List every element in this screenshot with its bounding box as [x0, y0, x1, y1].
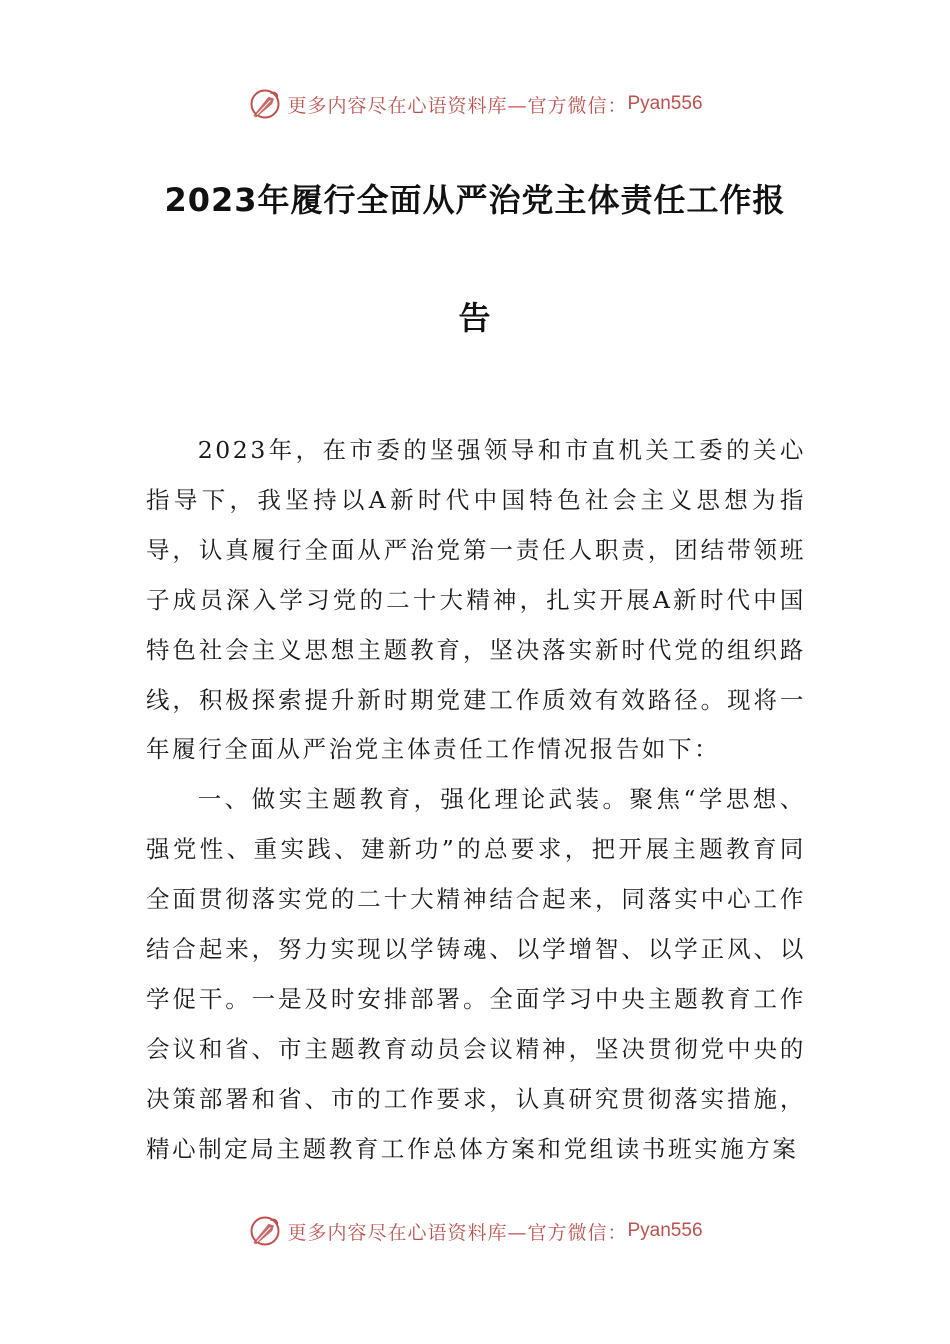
document-title-line1: 2023年履行全面从严治党主体责任工作报	[164, 181, 786, 219]
watermark-wechat-id: Pyan556	[627, 93, 703, 114]
footer-watermark	[0, 1211, 950, 1251]
document-body	[146, 426, 806, 1175]
header-watermark	[0, 84, 950, 124]
body-paragraph-2: 一、做实主题教育，强化理论武装。聚焦“学思想、强党性、重实践、建新功”的总要求，把开展主题教育同全面贯彻落实党的二十大精神结合起来，同落实中心工作结合起来，努力实现以学铸魂、以学增智、以学正风、以学促干。一是及时安排部署。全面学习中央主题教育工作会议和省、市主题教育动员会议精神，坚决贯彻党中央的决策部署和省、市的工作要求，认真研究贯彻落实措施，精心制定局主题教育工作总体方案和党组读书班实施方案	[146, 785, 806, 1163]
watermark-wechat-id: Pyan556	[627, 1220, 703, 1241]
watermark-text: 更多内容尽在心语资料库—官方微信：	[287, 94, 628, 117]
watermark-text: 更多内容尽在心语资料库—官方微信：	[287, 1221, 628, 1244]
pen-nib-logo-icon	[247, 1213, 283, 1249]
body-paragraph-1: 2023年，在市委的坚强领导和市直机关工委的关心指导下，我坚持以A新时代中国特色社会主义思想为指导，认真履行全面从严治党第一责任人职责，团结带领班子成员深入学习党的二十大精神，扎实开展A新时代中国特色社会主义思想主题教育，坚决落实新时代党的组织路线，积极探索提升新时期党建工作质效有效路径。现将一年履行全面从严治党主体责任工作情况报告如下：	[146, 436, 806, 764]
document-title-line2: 告	[458, 299, 492, 337]
pen-nib-logo-icon	[247, 86, 283, 122]
